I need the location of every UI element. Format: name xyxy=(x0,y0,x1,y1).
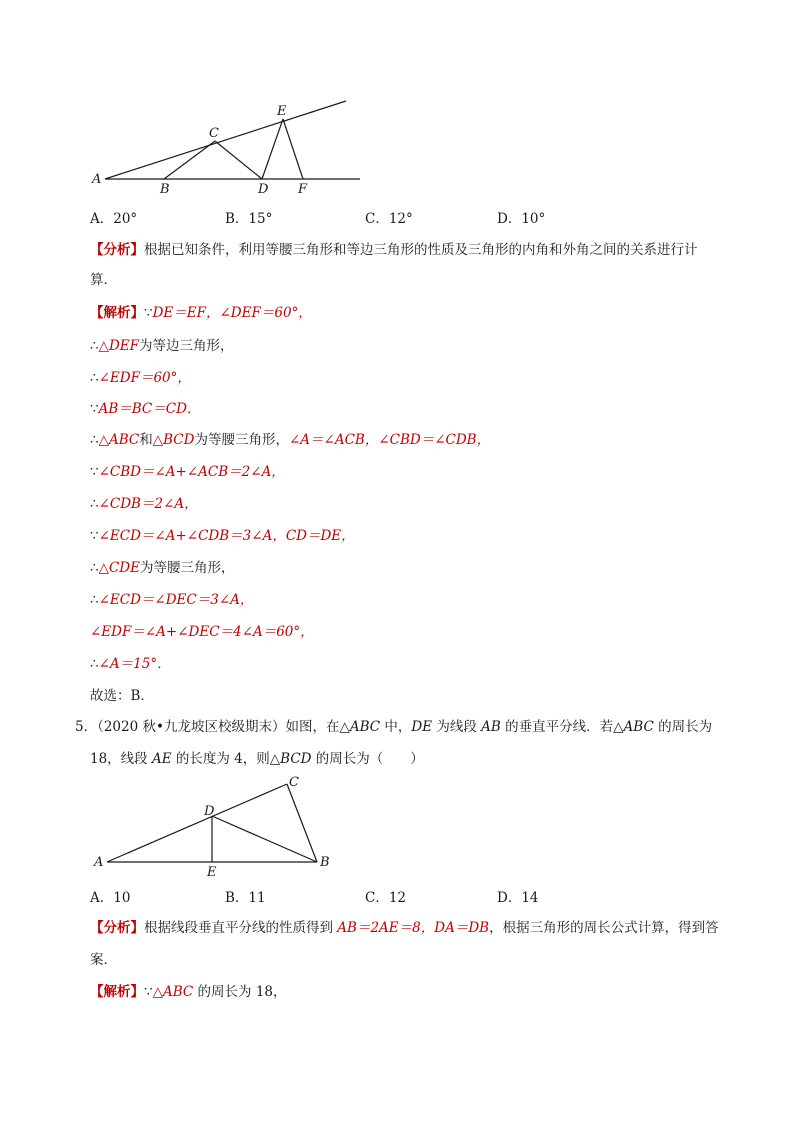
solution-1-step-6 xyxy=(90,462,285,482)
analysis-1-line-2 xyxy=(90,270,117,290)
q4-option-d: D．10° xyxy=(497,211,546,227)
solution-tag: 【解析】 xyxy=(90,984,144,1000)
solution-1-step-10 xyxy=(90,590,253,610)
math-expression: ∠CBD＝∠A+∠ACB＝2∠A， xyxy=(98,464,285,480)
question-text: 的周长为 xyxy=(653,719,713,735)
q5-option-c: C．12 xyxy=(365,890,407,906)
math-expression: ∠A＝15°． xyxy=(98,656,171,672)
step-text: 为等边三角形， xyxy=(139,338,234,354)
segment-cd xyxy=(215,141,262,179)
question-text: 的长度为 4，则△ xyxy=(171,751,281,767)
slant-line xyxy=(105,101,346,179)
question-text: 的垂直平分线．若△ xyxy=(500,719,624,735)
math-expression: ∠EDF＝∠A+∠DEC＝4∠A＝60°， xyxy=(90,624,314,640)
analysis-text: 案． xyxy=(90,952,117,968)
because-symbol: ∵ xyxy=(90,528,99,544)
q5-options xyxy=(90,886,690,906)
therefore-symbol: ∴ xyxy=(90,592,99,608)
point-label-b: B xyxy=(160,182,170,197)
q5-option-d: D．14 xyxy=(497,890,539,906)
question-text: 的周长为（ ） xyxy=(311,751,424,767)
segment-ef xyxy=(283,119,303,179)
solution-1-step-1 xyxy=(90,303,312,323)
analysis-2-line-1 xyxy=(90,918,719,938)
figure-1-svg xyxy=(80,95,380,200)
therefore-symbol: ∴ xyxy=(90,496,99,512)
math-var: BCD xyxy=(280,751,312,767)
therefore-symbol: ∴ xyxy=(90,370,99,386)
answer-text: 故选：B． xyxy=(90,688,154,704)
math-var: DE xyxy=(411,719,433,735)
geometry-figure-1 xyxy=(80,95,380,200)
math-var: ABC xyxy=(349,719,381,735)
solution-1-step-3 xyxy=(90,368,191,388)
math-expression: ∠ECD＝∠DEC＝3∠A， xyxy=(98,592,254,608)
therefore-symbol: ∴ xyxy=(90,560,99,576)
math-expression: AB＝BC＝CD． xyxy=(98,401,201,417)
solution-1-step-4 xyxy=(90,399,200,419)
q4-options xyxy=(90,207,690,227)
question-text: 5．（2020 秋•九龙坡区校级期末）如图，在△ xyxy=(75,719,350,735)
solution-1-step-7 xyxy=(90,494,198,514)
math-expression: △BCD xyxy=(152,432,195,448)
question-text: 中， xyxy=(380,719,412,735)
point-label-e: E xyxy=(207,865,217,880)
math-expression: △ABC xyxy=(98,432,140,448)
because-symbol: ∵ xyxy=(90,401,99,417)
analysis-2-line-2 xyxy=(90,950,117,970)
point-label-d: D xyxy=(204,804,215,819)
analysis-1-text-1: 根据已知条件，利用等腰三角形和等边三角形的性质及三角形的内角和外角之间的关系进行计 xyxy=(144,242,698,258)
math-expression: ∠EDF＝60°， xyxy=(98,370,191,386)
math-expression: △DEF xyxy=(98,338,140,354)
point-label-c: C xyxy=(289,775,299,790)
q5-option-a: A．10 xyxy=(90,890,131,906)
q4-option-c: C．12° xyxy=(365,211,413,227)
math-expression: △ABC xyxy=(152,984,194,1000)
math-var: ABC xyxy=(623,719,654,735)
point-label-d: D xyxy=(258,182,269,197)
solution-1-step-2 xyxy=(90,336,234,356)
step-text: 为等腰三角形， xyxy=(194,432,289,448)
math-var: AE xyxy=(151,751,172,767)
step-text: 为等腰三角形， xyxy=(139,560,235,576)
math-expression: △CDE xyxy=(98,560,140,576)
analysis-tag: 【分析】 xyxy=(90,242,144,258)
point-label-e: E xyxy=(277,104,287,119)
q4-option-b: B．15° xyxy=(225,211,273,227)
question-text: 为线段 xyxy=(432,719,482,735)
solution-1-step-12 xyxy=(90,654,171,674)
solution-tag: 【解析】 xyxy=(90,305,144,321)
therefore-symbol: ∴ xyxy=(90,432,99,448)
point-label-c: C xyxy=(209,126,219,141)
q4-option-a: A．20° xyxy=(90,211,138,227)
segment-bc xyxy=(164,141,215,179)
figure-2-svg xyxy=(85,772,345,882)
therefore-symbol: ∴ xyxy=(90,338,99,354)
question-5-line-1 xyxy=(75,717,712,737)
step-text: 和 xyxy=(139,432,153,448)
question-text: 18，线段 xyxy=(90,751,152,767)
solution-1-step-9 xyxy=(90,558,234,578)
segment-db xyxy=(212,816,317,862)
math-expression: ∠CDB＝2∠A， xyxy=(98,496,198,512)
analysis-1-line-1 xyxy=(90,240,698,260)
q5-option-b: B．11 xyxy=(225,890,266,906)
math-expression: ∠A＝∠ACB，∠CBD＝∠CDB， xyxy=(288,432,491,448)
point-label-f: F xyxy=(298,182,308,197)
geometry-figure-2 xyxy=(85,772,345,882)
therefore-symbol: ∴ xyxy=(90,656,99,672)
analysis-text: ，根据三角形的周长公式计算，得到答 xyxy=(489,920,719,936)
analysis-text: 根据线段垂直平分线的性质得到 xyxy=(144,920,338,936)
solution-1-answer xyxy=(90,686,154,706)
segment-ac xyxy=(107,784,287,862)
math-expression: AB＝2AE＝8，DA＝DB xyxy=(337,920,490,936)
point-label-a: A xyxy=(94,855,104,870)
point-label-a: A xyxy=(92,172,102,187)
solution-1-step-11 xyxy=(90,622,314,642)
point-label-b: B xyxy=(320,855,330,870)
because-symbol: ∵ xyxy=(90,464,99,480)
because-symbol: ∵ xyxy=(144,984,153,1000)
solution-2-step-1 xyxy=(90,982,287,1002)
segment-de xyxy=(262,119,283,179)
analysis-1-text-2: 算． xyxy=(90,272,117,288)
math-expression: DE＝EF，∠DEF＝60°， xyxy=(152,305,312,321)
solution-1-step-5 xyxy=(90,430,490,450)
math-var: AB xyxy=(481,719,501,735)
step-text: 的周长为 18， xyxy=(193,984,287,1000)
analysis-tag: 【分析】 xyxy=(90,920,144,936)
solution-1-step-8 xyxy=(90,526,355,546)
question-5-line-2 xyxy=(90,749,424,769)
math-expression: ∠ECD＝∠A+∠CDB＝3∠A，CD＝DE， xyxy=(98,528,355,544)
because-symbol: ∵ xyxy=(144,305,153,321)
